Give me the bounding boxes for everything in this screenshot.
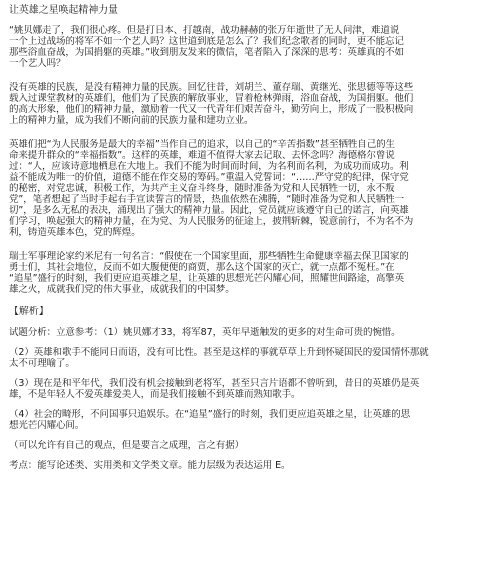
text-line: 一个上过战场的将军不如一个艺人吗？这世道到底是怎么了？我们纪念歌者的同时，更不能忘记 xyxy=(9,36,404,47)
essay-title: 让英雄之星唤起精神力量 xyxy=(9,5,118,16)
text-line: 那些浴血奋战，为国捐躯的英雄。”收到朋友发来的微信，笔者陷入了深深的思考：英雄真的不如 xyxy=(9,47,404,58)
analysis-note: （可以允许有自己的观点，但是要言之成理，言之有据） xyxy=(9,440,245,451)
text-line: 勇士们，其社会地位，反而不如大腹便便的商贾，那么这个国家的灭亡，就一点都不冤枉。”在 xyxy=(9,262,395,273)
text-line: 雄之火，成就我们党的伟大事业，成就我们的中国梦。 xyxy=(9,284,235,295)
text-line: 命来提升群众的“幸福指数”。这样的英雄，难道不值得大家去记取、去怀念吗？海德格尔曾说 xyxy=(9,150,395,161)
essay-paragraph-1 xyxy=(9,25,491,69)
analysis-intro: 试题分析：立意参考：（1）姚贝娜才33，将军87，英年早逝触发的更多的对生命可贵的惋惜。 xyxy=(9,327,401,338)
text-line: 益不能成为唯一的价值，道德不能在作交易的筹码。”重温入党誓词：“……严守党的纪律，保守党 xyxy=(9,172,409,183)
essay-paragraph-4 xyxy=(9,251,491,295)
essay-paragraph-2 xyxy=(9,82,491,126)
analysis-item-3 xyxy=(9,378,491,400)
text-line: 切”，是多么无私的表决，涌现出了强大的精神力量。因此，党员就应该遵守自己的诺言，向英雄 xyxy=(9,205,409,216)
essay-paragraph-3 xyxy=(9,139,491,238)
text-line: 太不可理喻了。 xyxy=(9,358,75,369)
text-line: 党”，笔者想起了当时手起右手宣读誓言的情景，热血依然在沸腾，“随时准备为党和人民牺牲一 xyxy=(9,194,405,205)
text-line: 们学习，唤起强大的精神力量，在为党、为人民服务的征途上，披荆斩棘，锐意前行，不为名不为 xyxy=(9,216,414,227)
text-line: 英雄们把“为人民服务是最大的幸福”当作自己的追求，以自己的“辛苦指数”甚至牺牲自己的生 xyxy=(9,139,395,150)
text-line: 载入过课堂教材的英雄们，他们为了民族的解放事业，冒着枪林弹雨，浴血奋战，为国捐躯。他们 xyxy=(9,93,414,104)
text-line: “姚贝娜走了，我们很心疼。但是打日本、打越南，战功赫赫的张万年逝世了无人问津，难道说 xyxy=(9,25,400,36)
analysis-item-2 xyxy=(9,347,491,369)
text-line: 雄，不是年轻人不爱英雄爱美人，而是我们接触不到英雄而熟知歌手。 xyxy=(9,389,301,400)
text-line: 想光芒闪耀心间。 xyxy=(9,420,85,431)
text-line: “追星”盛行的时刻，我们更应追英雄之星，让英雄的思想光芒闪耀心间，照耀世间路途，高擎英 xyxy=(9,273,405,284)
text-line: 的秘密，对党忠诚，积极工作，为共产主义奋斗终身，随时准备为党和人民牺牲一切，永不叛 xyxy=(9,183,395,194)
text-line: （4）社会的畸形，不问国事只追娱乐。在“追星”盛行的时刻，我们更应追英雄之星，让英雄的思 xyxy=(9,409,410,420)
text-line: 瑞士军事理论家约米尼有一句名言：“假使在一个国家里面，那些牺牲生命健康幸福去保卫国家的 xyxy=(9,251,409,262)
text-line: 没有英雄的民族，是没有精神力量的民族。回忆往昔，刘胡兰、董存瑞、黄继光、张思德等等这些 xyxy=(9,82,414,93)
analysis-label: 【解析】 xyxy=(9,306,49,317)
analysis-item-4 xyxy=(9,409,491,431)
kaodian-text: 考点：能写论述类、实用类和文学类文章。能力层级为表达运用 E。 xyxy=(9,460,291,471)
text-line: 上的精神力量，成为我们不断向前的民族力量和建功立业。 xyxy=(9,115,254,126)
text-line: 利，铸造英雄本色，党的辉煌。 xyxy=(9,227,141,238)
text-line: 的高大形象，他们的精神力量，激励着一代又一代青年们艰苦奋斗，勤劳向上，形成了一股积极向 xyxy=(9,104,414,115)
text-line: （3）现在是和平年代，我们没有机会接触到老将军，甚至只言片语都不曾听到，昔日的英雄仍是英 xyxy=(9,378,420,389)
text-line: （2）英雄和歌手不能同日而语，没有可比性。甚至是这样的事就草草上升到怀疑国民的爱国情怀那就 xyxy=(9,347,429,358)
text-line: 过：“人，应该诗意地栖息在大地上。我们不能为时间而时间，为名利而名利，为成功而成功。利 xyxy=(9,161,409,172)
text-line: 一个艺人吗？ xyxy=(9,58,66,69)
